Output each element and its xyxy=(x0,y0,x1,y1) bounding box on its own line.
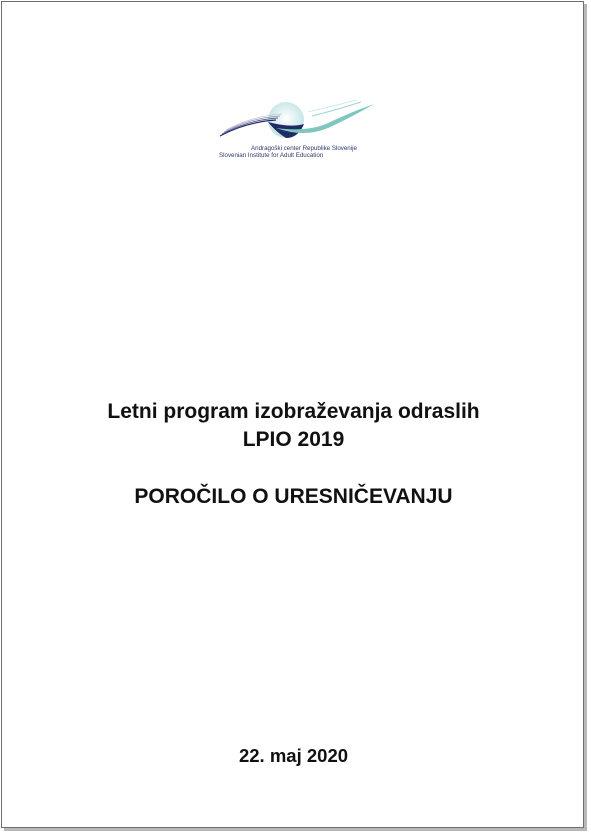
document-title: Letni program izobraževanja odraslih xyxy=(107,400,480,423)
logo-text-slovene: Andragoški center Republike Slovenije xyxy=(251,145,357,152)
document-title-code: LPIO 2019 xyxy=(242,428,345,451)
document-date: 22. maj 2020 xyxy=(238,745,349,766)
document-subtitle: POROČILO O URESNIČEVANJU xyxy=(134,485,453,508)
institute-logo xyxy=(216,98,378,166)
document-page xyxy=(1,1,584,828)
logo-text-english: Slovenian Institute for Adult Education xyxy=(219,152,324,159)
wave-emblem-icon xyxy=(216,98,378,146)
